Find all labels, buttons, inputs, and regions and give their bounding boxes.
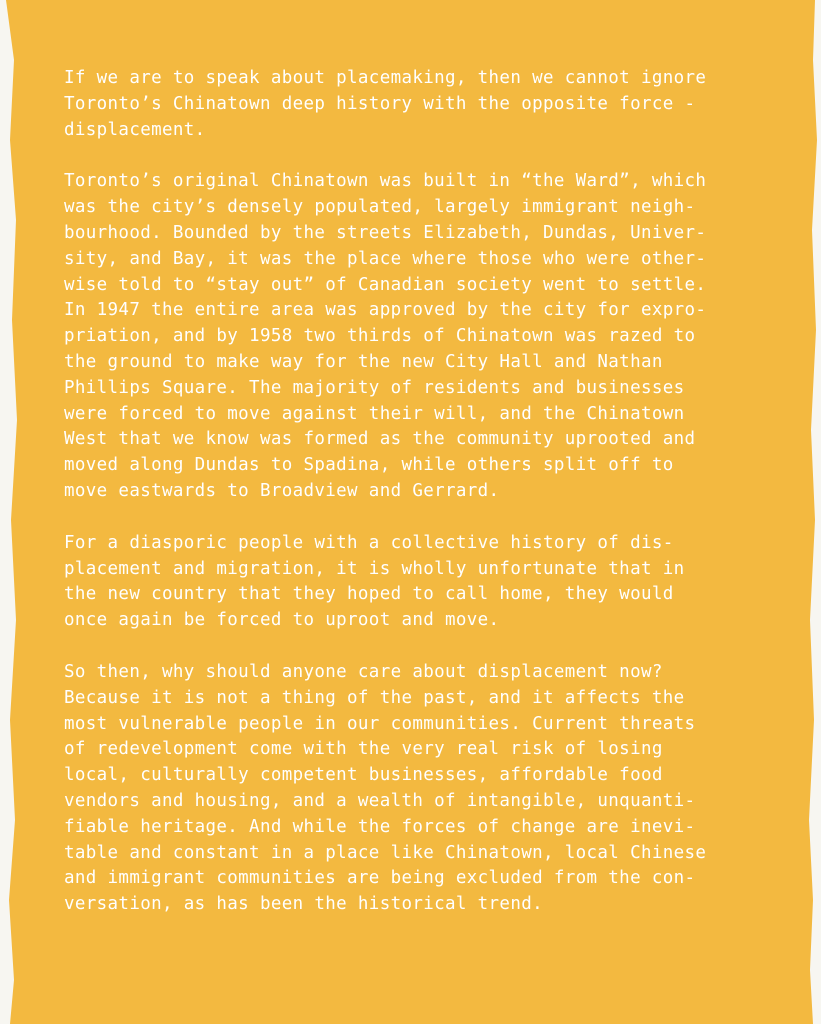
paragraph-diaspora: For a diasporic people with a collective history of dis- placement and migration, it is wholly unfortunate that in the new country that they hoped to call home, they would once again be forced to uproot and move.	[64, 532, 685, 631]
paragraph-history: Toronto’s original Chinatown was built in “the Ward”, which was the city’s densely populated, largely immigrant neigh- bourhood. Bounded by the streets Elizabeth, Dundas, Univer- sity, and Bay, it was the place where those who were other- wise told to “stay out” of Canadian society went to settle. In 1947 the entire area was approved by the city for expro- priation, and by 1958 two thirds of Chinatown was razed to the ground to make way for the new City Hall and Nathan Phillips Square. The majority of residents and businesses were forced to move against their will, and the Chinatown West that we know was formed as the community uprooted and moved along Dundas to Spadina, while others split off to move eastwards to Broadview and Gerrard.	[64, 171, 707, 501]
article-body	[64, 66, 776, 944]
paragraph-present: So then, why should anyone care about displacement now? Because it is not a thing of the past, and it affects the most vulnerable people in our communities. Current threats of redevelopment come with the very real risk of losing local, culturally competent businesses, affordable food vendors and housing, and a wealth of intangible, unquanti- fiable heritage. And while the forces of change are inevi- table and constant in a place like Chinatown, local Chinese and immigrant communities are being excluded from the con- versation, as has been the historical trend.	[64, 661, 707, 915]
paragraph-intro: If we are to speak about placemaking, then we cannot ignore Toronto’s Chinatown deep history with the opposite force - displacement.	[64, 68, 707, 140]
